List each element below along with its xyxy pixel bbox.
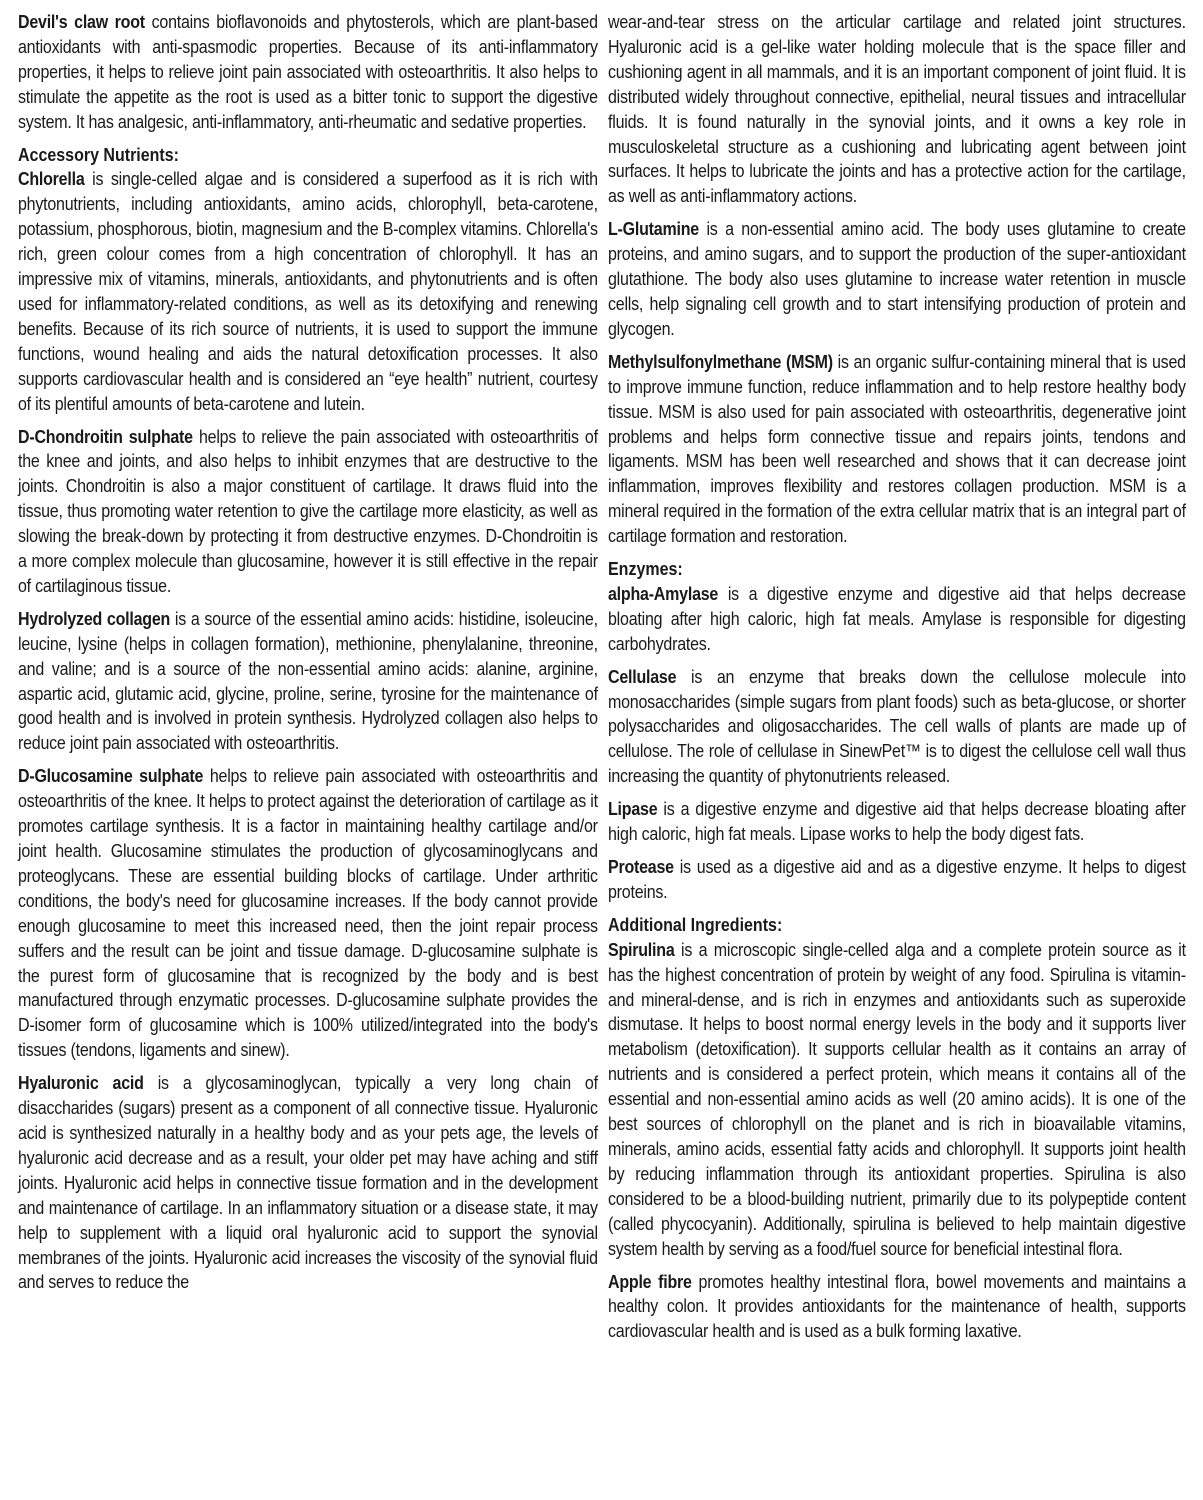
paragraph-text: is an organic sulfur-containing mineral that is used to improve immune function, reduce inflammation and to help restore healthy body tissue. MSM is also used for pain associated with osteoarthritis, degenerative joint problems and helps form connective tissue and repairs joints, tendons and ligaments. MSM has been well researched and shows that it can decrease joint inflammation, improves flexibility and restores collagen production. MSM is a mineral required in the formation of the extra cellular matrix that is an integral part of cartilage formation and restoration. <box>608 351 1186 547</box>
paragraph-text: wear-and-tear stress on the articular cartilage and related joint structures. Hyaluronic acid is a gel-like water holding molecule that is the space filler and cushioning agent in all mammals, and it is an important component of joint fluid. It is distributed widely throughout connective, epithelial, neural tissues and intracellular fluids. It is found naturally in the synovial joints, and it owns a key role in musculoskeletal structure as a cushioning and lubricating agent between joint surfaces. It helps to lubricate the joints and has a protective action for the cartilage, as well as anti-inflammatory actions. <box>608 12 1186 207</box>
ingredient-term: Hyaluronic acid <box>18 1073 144 1094</box>
paragraph-text: helps to relieve the pain associated with osteoarthritis of the knee and joints, and also helps to inhibit enzymes that are destructive to the joints. Chondroitin is also a major constituent of cartilage. It draws fluid into the tissue, thus promoting water retention to give the cartilage more elasticity, as well as slowing the break-down by protecting it from destructive enzymes. D-Chondroitin is a more complex molecule than glucosamine, however it is still effective in the repair of cartilaginous tissue. <box>18 426 598 596</box>
paragraph-chlorella <box>18 167 598 416</box>
paragraph-devil-s-claw-root <box>18 10 598 135</box>
paragraph-text: promotes healthy intestinal flora, bowel movements and maintains a healthy colon. It provides antioxidants for the maintenance of health, supports cardiovascular health and is used as a bulk forming laxative. <box>608 1271 1186 1342</box>
ingredient-term: D-Chondroitin sulphate <box>18 426 193 447</box>
paragraph-spirulina <box>608 938 1186 1262</box>
section-heading-enzymes: Enzymes: <box>608 559 683 580</box>
paragraph-text: is a digestive enzyme and digestive aid that helps decrease bloating after high caloric, high fat meals. Amylase is responsible for digesting carbohydrates. <box>608 583 1186 654</box>
ingredient-term: Apple fibre <box>608 1271 692 1292</box>
paragraph-continued <box>608 10 1186 209</box>
paragraph-text: is an enzyme that breaks down the cellulose molecule into monosaccharides (simple sugars from plant foods) such as beta-glucose, or shorter polysaccharides and oligosaccharides. The cell walls of plants are made up of cellulose. The role of cellulase in SinewPet™ is to digest the cellulose cell wall thus increasing the quantity of phytonutrients released. <box>608 666 1186 787</box>
paragraph-text: is used as a digestive aid and as a digestive enzyme. It helps to digest proteins. <box>608 857 1186 902</box>
ingredient-term: Spirulina <box>608 939 675 960</box>
ingredient-term: D-Glucosamine sulphate <box>18 766 204 787</box>
ingredient-term: Cellulase <box>608 666 677 687</box>
right-column <box>608 10 1186 1352</box>
section-heading-additional-ingredients: Additional Ingredients: <box>608 914 783 935</box>
paragraph-hyaluronic-acid <box>18 1071 598 1295</box>
section-heading-accessory-nutrients: Accessory Nutrients: <box>18 144 179 165</box>
paragraph-text: is single-celled algae and is considered a superfood as it is rich with phytonutrients, including antioxidants, amino acids, chlorophyll, beta-carotene, potassium, phosphorous, biotin, magnesium and the B-complex vitamins. Chlorella's rich, green colour comes from a high concentration of chlorophyll. It has an impressive mix of vitamins, minerals, antioxidants, and phytonutrients and is often used for inflammatory-related conditions, as well as its detoxifying and renewing benefits. Because of its rich source of nutrients, it is used to support the immune functions, wound healing and aids the natural detoxification processes. It also supports cardiovascular health and is considered an “eye health” nutrient, courtesy of its plentiful amounts of beta-carotene and lutein. <box>18 169 598 414</box>
ingredient-term: L-Glutamine <box>608 219 699 240</box>
ingredient-term: Devil's claw root <box>18 12 145 32</box>
paragraph-cellulase <box>608 665 1186 790</box>
paragraph-text: is a digestive enzyme and digestive aid that helps decrease bloating after high caloric, high fat meals. Lipase works to help the body digest fats. <box>608 799 1186 845</box>
paragraph-text: helps to relieve pain associated with osteoarthritis and osteoarthritis of the knee. It helps to protect against the deterioration of cartilage as it promotes cartilage synthesis. It is a factor in maintaining healthy cartilage and/or joint health. Glucosamine stimulates the production of glycosaminoglycans and proteoglycans. These are essential building blocks of cartilage. Under arthritic conditions, the body's need for glucosamine increases. If the body cannot provide enough glucosamine to meet this increased need, then the joint repair process suffers and the result can be joint and tissue damage. D-glucosamine sulphate is the purest form of glucosamine that is recognized by the body and is best manufactured through enzymatic processes. D-glucosamine sulphate provides the D-isomer form of glucosamine which is 100% utilized/integrated into the body's tissues (tendons, ligaments and sinew). <box>18 766 598 1061</box>
paragraph-text: is a non-essential amino acid. The body uses glutamine to create proteins, and amino sugars, and to support the production of the super-antioxidant glutathione. The body also uses glutamine to increase water retention in muscle cells, help signaling cell growth and to start intensifying production of protein and glycogen. <box>608 219 1186 339</box>
ingredient-term: Chlorella <box>18 169 85 190</box>
ingredient-term: Protease <box>608 857 674 877</box>
paragraph-l-glutamine <box>608 217 1186 342</box>
ingredient-term: Methylsulfonylmethane (MSM) <box>608 351 833 372</box>
ingredient-term: Lipase <box>608 799 658 820</box>
ingredient-term: Hydrolyzed collagen <box>18 608 171 629</box>
paragraph-alpha-amylase <box>608 582 1186 657</box>
paragraph-d-glucosamine-sulphate <box>18 764 598 1063</box>
paragraph-protease <box>608 855 1186 905</box>
paragraph-hydrolyzed-collagen <box>18 607 598 756</box>
paragraph-text: is a source of the essential amino acids: histidine, isoleucine, leucine, lysine (helps in collagen formation), methionine, phenylalanine, threonine, and valine; and is a source of the non-essential amino acids: alanine, arginine, aspartic acid, glutamic acid, glycine, proline, serine, tyrosine for the maintenance of good health and is involved in protein synthesis. Hydrolyzed collagen also helps to reduce joint pain associated with osteoarthritis. <box>18 608 598 754</box>
paragraph-text: contains bioflavonoids and phytosterols, which are plant-based antioxidants with anti-spasmodic properties. Because of its anti-inflammatory properties, it helps to relieve joint pain associated with osteoarthritis. It also helps to stimulate the appetite as the root is used as a bitter tonic to support the digestive system. It has analgesic, anti-inflammatory, anti-rheumatic and sedative properties. <box>18 12 598 132</box>
paragraph-text: is a microscopic single-celled alga and a complete protein source as it has the highest concentration of protein by weight of any food. Spirulina is vitamin- and mineral-dense, and is rich in enzymes and antioxidants such as superoxide dismutase. It helps to boost normal energy levels in the body and it supports liver metabolism (detoxification). It supports cellular health as it contains an array of nutrients and is considered a perfect protein, which means it contains all of the essential and non-essential amino acids as well (20 amino acids). It is one of the best sources of chlorophyll on the planet and is rich in bioavailable vitamins, minerals, amino acids, essential fatty acids and chlorophyll. It supports joint health by reducing inflammation through its antioxidant properties. Spirulina is also considered to be a blood-building nutrient, primarily due to its polypeptide content (called phycocyanin). Additionally, spirulina is believed to help maintain digestive system health by serving as a food/fuel source for beneficial intestinal flora. <box>608 939 1186 1259</box>
paragraph-apple-fibre <box>608 1270 1186 1345</box>
paragraph-text: is a glycosaminoglycan, typically a very long chain of disaccharides (sugars) present as a component of all connective tissue. Hyaluronic acid is synthesized naturally in a healthy body and as your pets age, the levels of hyaluronic acid decrease and as a result, your older pet may have aching and stiff joints. Hyaluronic acid helps in connective tissue formation and in the development and maintenance of cartilage. In an inflammatory situation or a disease state, it may help to supplement with a liquid oral hyaluronic acid to support the synovial membranes of the joints. Hyaluronic acid increases the viscosity of the synovial fluid and serves to reduce the <box>18 1073 598 1293</box>
paragraph-lipase <box>608 797 1186 847</box>
ingredient-term: alpha-Amylase <box>608 583 719 604</box>
paragraph-d-chondroitin-sulphate <box>18 425 598 599</box>
paragraph-methylsulfonylmethane-msm <box>608 350 1186 549</box>
left-column <box>18 10 598 1303</box>
